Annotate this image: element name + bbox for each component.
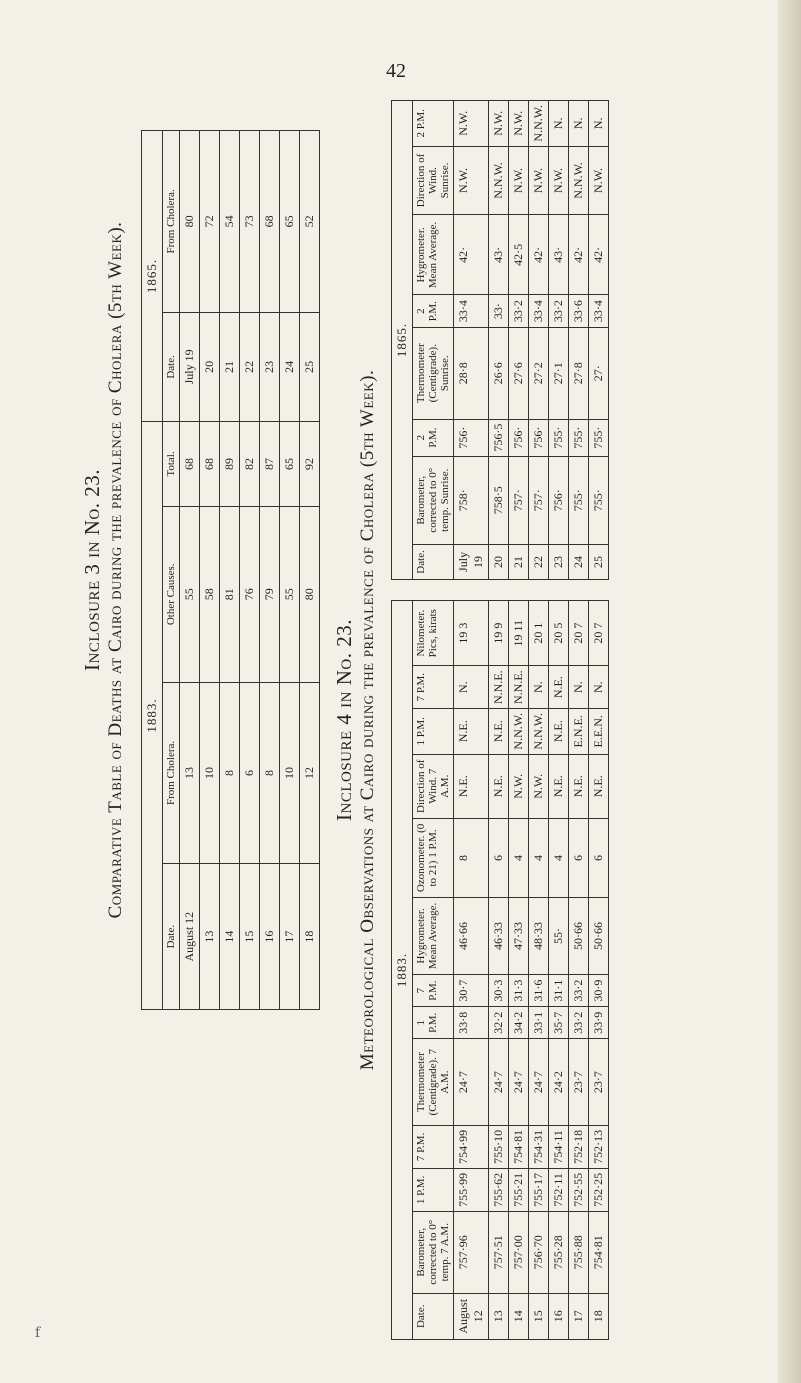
- table-row: [454, 101, 489, 580]
- column-header: Direction of Wind. Sunrise.: [413, 146, 454, 215]
- table-cell: 752·11: [549, 1168, 569, 1211]
- table-cell: N.W.: [509, 146, 529, 215]
- table-cell: N.E.: [549, 754, 569, 818]
- table-cell: 27·6: [509, 327, 529, 419]
- table-cell: 79: [260, 506, 280, 682]
- table-cell: N.N.W.: [569, 146, 589, 215]
- table-cell: 755·10: [489, 1125, 509, 1168]
- inclosure-4-subtitle: Meteorological Observations at Cairo during the prevalence of Cholera (5th Week).: [357, 369, 378, 1071]
- table-row: [549, 601, 569, 1340]
- table-cell: 755·21: [509, 1168, 529, 1211]
- table-cell: 21: [509, 544, 529, 579]
- table-cell: 4: [529, 819, 549, 898]
- table-row: [589, 601, 609, 1340]
- table-cell: 46·33: [489, 897, 509, 974]
- table-cell: 755·: [569, 419, 589, 456]
- table-cell: N.E.: [549, 709, 569, 755]
- table-cell: 25: [589, 544, 609, 579]
- table-cell: 15: [529, 1293, 549, 1339]
- table-cell: N.W.: [454, 101, 489, 147]
- table-row: [489, 601, 509, 1340]
- table-cell: 34·2: [509, 1007, 529, 1039]
- table-cell: E.E.N.: [589, 709, 609, 755]
- column-header: Date.: [413, 544, 454, 579]
- table-cell: N.: [454, 666, 489, 709]
- table-cell: 8: [260, 682, 280, 864]
- table-cell: N.: [589, 101, 609, 147]
- table-cell: 33·1: [529, 1007, 549, 1039]
- table-cell: 19 3: [454, 601, 489, 666]
- table-cell: 752·13: [589, 1125, 609, 1168]
- table-cell: 8: [220, 682, 240, 864]
- table-cell: 755·: [549, 419, 569, 456]
- column-header: From Cholera.: [163, 131, 180, 313]
- table-row: [549, 101, 569, 580]
- table-cell: 19 11: [509, 601, 529, 666]
- table-cell: 27·2: [529, 327, 549, 419]
- table-cell: 33·4: [589, 295, 609, 327]
- table-row: [569, 601, 589, 1340]
- table-cell: 755·28: [549, 1211, 569, 1293]
- table-cell: 24·7: [489, 1039, 509, 1125]
- table-cell: 76: [240, 506, 260, 682]
- inclosure-3-subtitle: Comparative Table of Deaths at Cairo during the prevalence of Cholera (5th Week).: [105, 221, 126, 919]
- table-cell: N.W.: [454, 146, 489, 215]
- table-cell: 755·88: [569, 1211, 589, 1293]
- table-cell: 54: [220, 131, 240, 313]
- table-cell: 50·66: [569, 897, 589, 974]
- table-row: [280, 131, 300, 1010]
- column-header: 7 P.M.: [413, 666, 454, 709]
- table-cell: 42·: [569, 215, 589, 295]
- table-cell: 14: [509, 1293, 529, 1339]
- column-header: 2 P.M.: [413, 101, 454, 147]
- table-cell: 4: [549, 819, 569, 898]
- table-cell: 82: [240, 422, 260, 507]
- table-cell: 27·1: [549, 327, 569, 419]
- table-cell: 33·8: [454, 1007, 489, 1039]
- table-cell: July 19: [180, 312, 200, 421]
- year-1883-header: 1883.: [142, 422, 163, 1010]
- table-cell: 23·7: [589, 1039, 609, 1125]
- table-cell: 55: [280, 506, 300, 682]
- weather-year-1865: 1865.: [392, 101, 413, 580]
- table-cell: 58: [200, 506, 220, 682]
- table-cell: N.N.W.: [529, 101, 549, 147]
- table-cell: 42·: [454, 215, 489, 295]
- table-cell: 10: [200, 682, 220, 864]
- table-cell: E.N.E.: [569, 709, 589, 755]
- table-cell: 52: [300, 131, 320, 313]
- table-cell: 68: [200, 422, 220, 507]
- table-cell: 25: [300, 312, 320, 421]
- table-cell: 27·8: [569, 327, 589, 419]
- column-header: 1 P.M.: [413, 1007, 454, 1039]
- column-header: 1 P.M.: [413, 1168, 454, 1211]
- table-cell: 24·7: [509, 1039, 529, 1125]
- inclosure-4-title: Inclosure 4 in No. 23.: [332, 619, 356, 821]
- column-header: 2 P.M.: [413, 295, 454, 327]
- table-row: [240, 131, 260, 1010]
- table-cell: 19 9: [489, 601, 509, 666]
- weather-table-1883: [391, 600, 609, 1340]
- table-cell: 31·1: [549, 975, 569, 1007]
- table-cell: 755·99: [454, 1168, 489, 1211]
- table-cell: 65: [280, 422, 300, 507]
- table-row: [509, 101, 529, 580]
- table-row: [200, 131, 220, 1010]
- table-cell: 12: [300, 682, 320, 864]
- table-row: [454, 601, 489, 1340]
- column-header: 7 P.M.: [413, 1125, 454, 1168]
- table-cell: 72: [200, 131, 220, 313]
- column-header: Total.: [163, 422, 180, 507]
- column-header: Date.: [413, 1293, 454, 1339]
- table-cell: 752·55: [569, 1168, 589, 1211]
- table-row: [489, 101, 509, 580]
- table-cell: 754·31: [529, 1125, 549, 1168]
- table-cell: 756·5: [489, 419, 509, 456]
- table-cell: 22: [240, 312, 260, 421]
- page-number: 42: [386, 60, 406, 82]
- table-row: [300, 131, 320, 1010]
- table-cell: 32·2: [489, 1007, 509, 1039]
- table-cell: 755·: [589, 419, 609, 456]
- table-cell: 68: [260, 131, 280, 313]
- table-cell: 755·: [589, 456, 609, 544]
- table-cell: 17: [569, 1293, 589, 1339]
- column-header: 1 P.M.: [413, 709, 454, 755]
- table-row: [220, 131, 240, 1010]
- table-cell: 42·: [589, 215, 609, 295]
- table-cell: 33·2: [569, 1007, 589, 1039]
- table-cell: 33·6: [569, 295, 589, 327]
- margin-mark: f: [35, 1325, 41, 1341]
- table-cell: 14: [220, 864, 240, 1010]
- table-cell: 20 5: [549, 601, 569, 666]
- table-cell: 27·: [589, 327, 609, 419]
- table-cell: 13: [180, 682, 200, 864]
- table-cell: N.E.: [454, 754, 489, 818]
- table-row: [529, 601, 549, 1340]
- table-cell: N.W.: [489, 101, 509, 147]
- column-header: Ozonometer. (0 to 21) 1 P.M.: [413, 819, 454, 898]
- table-cell: N.: [569, 101, 589, 147]
- table-cell: 6: [240, 682, 260, 864]
- table-cell: 89: [220, 422, 240, 507]
- table-cell: 756·: [529, 419, 549, 456]
- table-cell: 8: [454, 819, 489, 898]
- table-cell: 754·81: [509, 1125, 529, 1168]
- table-row: [509, 601, 529, 1340]
- table-cell: N.E.: [569, 754, 589, 818]
- table-cell: 33·: [489, 295, 509, 327]
- table-cell: 17: [280, 864, 300, 1010]
- table-cell: 80: [180, 131, 200, 313]
- table-cell: 50·66: [589, 897, 609, 974]
- table-cell: 757·00: [509, 1211, 529, 1293]
- table-cell: 6: [489, 819, 509, 898]
- table-cell: 18: [300, 864, 320, 1010]
- table-cell: N.W.: [509, 754, 529, 818]
- table-row: [529, 101, 549, 580]
- table-cell: 28·8: [454, 327, 489, 419]
- table-cell: N.W.: [549, 146, 569, 215]
- table-cell: 756·70: [529, 1211, 549, 1293]
- table-cell: N.W.: [529, 754, 549, 818]
- table-cell: 20 7: [569, 601, 589, 666]
- inclosure-3-title: Inclosure 3 in No. 23.: [80, 469, 104, 671]
- table-cell: 756·: [454, 419, 489, 456]
- table-cell: 33·2: [549, 295, 569, 327]
- column-header: Thermometer (Centigrade). Sunrise.: [413, 327, 454, 419]
- table-cell: 15: [240, 864, 260, 1010]
- table-cell: 756·: [509, 419, 529, 456]
- column-header: 2 P.M.: [413, 419, 454, 456]
- table-cell: 757·51: [489, 1211, 509, 1293]
- column-header: Nilometer. Pics, kirats: [413, 601, 454, 666]
- table-cell: N.E.: [549, 666, 569, 709]
- table-cell: 33·2: [569, 975, 589, 1007]
- table-cell: N.E.: [589, 754, 609, 818]
- table-cell: N.E.: [489, 709, 509, 755]
- table-cell: 756·: [549, 456, 569, 544]
- table-cell: 13: [489, 1293, 509, 1339]
- inclosure-3-panel: [80, 130, 320, 1010]
- table-cell: 754·99: [454, 1125, 489, 1168]
- table-cell: August 12: [180, 864, 200, 1010]
- table-cell: 754·81: [589, 1211, 609, 1293]
- table-cell: N.E.: [454, 709, 489, 755]
- column-header: Barometer, corrected to 0° temp. 7 A.M.: [413, 1211, 454, 1293]
- table-cell: 23: [549, 544, 569, 579]
- table-row: [569, 101, 589, 580]
- table-cell: 22: [529, 544, 549, 579]
- table-cell: 23: [260, 312, 280, 421]
- table-cell: N.: [569, 666, 589, 709]
- table-cell: N.: [589, 666, 609, 709]
- table-cell: 30·9: [589, 975, 609, 1007]
- table-cell: 48·33: [529, 897, 549, 974]
- table-cell: 752·18: [569, 1125, 589, 1168]
- table-cell: 73: [240, 131, 260, 313]
- table-row: [260, 131, 280, 1010]
- year-1865-header: 1865.: [142, 131, 163, 422]
- table-cell: 20: [489, 544, 509, 579]
- column-header: Thermometer (Centigrade). 7 A.M.: [413, 1039, 454, 1125]
- table-cell: 81: [220, 506, 240, 682]
- table-cell: N.N.W.: [529, 709, 549, 755]
- column-header: Hygrometer. Mean Average.: [413, 215, 454, 295]
- column-header: Direction of Wind. 7 A.M.: [413, 754, 454, 818]
- table-cell: 752·25: [589, 1168, 609, 1211]
- inclosure-4-panel: [332, 100, 609, 1340]
- table-cell: N.W.: [509, 101, 529, 147]
- table-cell: 757·: [529, 456, 549, 544]
- table-cell: 757·96: [454, 1211, 489, 1293]
- table-cell: N.N.W.: [509, 709, 529, 755]
- table-cell: 758·5: [489, 456, 509, 544]
- table-cell: 55: [180, 506, 200, 682]
- table-cell: N.: [529, 666, 549, 709]
- table-cell: 43·: [549, 215, 569, 295]
- table-cell: 754·11: [549, 1125, 569, 1168]
- table-cell: 20 1: [529, 601, 549, 666]
- table-cell: 24·7: [454, 1039, 489, 1125]
- table-cell: N.E.: [489, 754, 509, 818]
- table-cell: 21: [220, 312, 240, 421]
- column-header: Other Causes.: [163, 506, 180, 682]
- table-cell: 80: [300, 506, 320, 682]
- table-cell: 30·3: [489, 975, 509, 1007]
- table-cell: 87: [260, 422, 280, 507]
- table-cell: 26·6: [489, 327, 509, 419]
- table-cell: 18: [589, 1293, 609, 1339]
- deaths-table: [141, 130, 320, 1010]
- table-row: [180, 131, 200, 1010]
- table-cell: 20: [200, 312, 220, 421]
- table-cell: 757·: [509, 456, 529, 544]
- column-header: Date.: [163, 864, 180, 1010]
- column-header: Date.: [163, 312, 180, 421]
- table-cell: 43·: [489, 215, 509, 295]
- table-cell: 68: [180, 422, 200, 507]
- table-cell: 33·4: [454, 295, 489, 327]
- table-cell: N.N.E.: [489, 666, 509, 709]
- table-cell: N.N.W.: [489, 146, 509, 215]
- table-cell: 24: [280, 312, 300, 421]
- table-cell: 33·2: [509, 295, 529, 327]
- table-cell: N.W.: [529, 146, 549, 215]
- table-cell: 4: [509, 819, 529, 898]
- table-cell: 13: [200, 864, 220, 1010]
- table-cell: 23·7: [569, 1039, 589, 1125]
- table-cell: 6: [589, 819, 609, 898]
- table-cell: 6: [569, 819, 589, 898]
- table-cell: 33·4: [529, 295, 549, 327]
- table-cell: 20 7: [589, 601, 609, 666]
- table-cell: 55·: [549, 897, 569, 974]
- column-header: Hygrometer. Mean Average.: [413, 897, 454, 974]
- table-row: [589, 101, 609, 580]
- page-edge-shadow: [778, 0, 801, 1383]
- column-header: Barometer, corrected to 0° temp. Sunrise.: [413, 456, 454, 544]
- table-cell: N.W.: [589, 146, 609, 215]
- table-cell: 24·2: [549, 1039, 569, 1125]
- table-cell: 47·33: [509, 897, 529, 974]
- table-cell: 755·: [569, 456, 589, 544]
- table-cell: 24: [569, 544, 589, 579]
- table-cell: N.N.E.: [509, 666, 529, 709]
- table-cell: N.: [549, 101, 569, 147]
- table-cell: 42·: [529, 215, 549, 295]
- table-cell: 24·7: [529, 1039, 549, 1125]
- table-cell: 31·6: [529, 975, 549, 1007]
- table-cell: 10: [280, 682, 300, 864]
- table-cell: 31·3: [509, 975, 529, 1007]
- column-header: From Cholera.: [163, 682, 180, 864]
- table-cell: July 19: [454, 544, 489, 579]
- weather-table-1865: [391, 100, 609, 580]
- table-cell: 30·7: [454, 975, 489, 1007]
- table-cell: August 12: [454, 1293, 489, 1339]
- table-cell: 42·5: [509, 215, 529, 295]
- table-cell: 16: [260, 864, 280, 1010]
- table-cell: 33·9: [589, 1007, 609, 1039]
- column-header: 7 P.M.: [413, 975, 454, 1007]
- table-cell: 758·: [454, 456, 489, 544]
- table-cell: 755·17: [529, 1168, 549, 1211]
- table-cell: 16: [549, 1293, 569, 1339]
- table-cell: 92: [300, 422, 320, 507]
- weather-year-1883: 1883.: [392, 601, 413, 1340]
- table-cell: 35·7: [549, 1007, 569, 1039]
- table-cell: 46·66: [454, 897, 489, 974]
- table-cell: 755·62: [489, 1168, 509, 1211]
- table-cell: 65: [280, 131, 300, 313]
